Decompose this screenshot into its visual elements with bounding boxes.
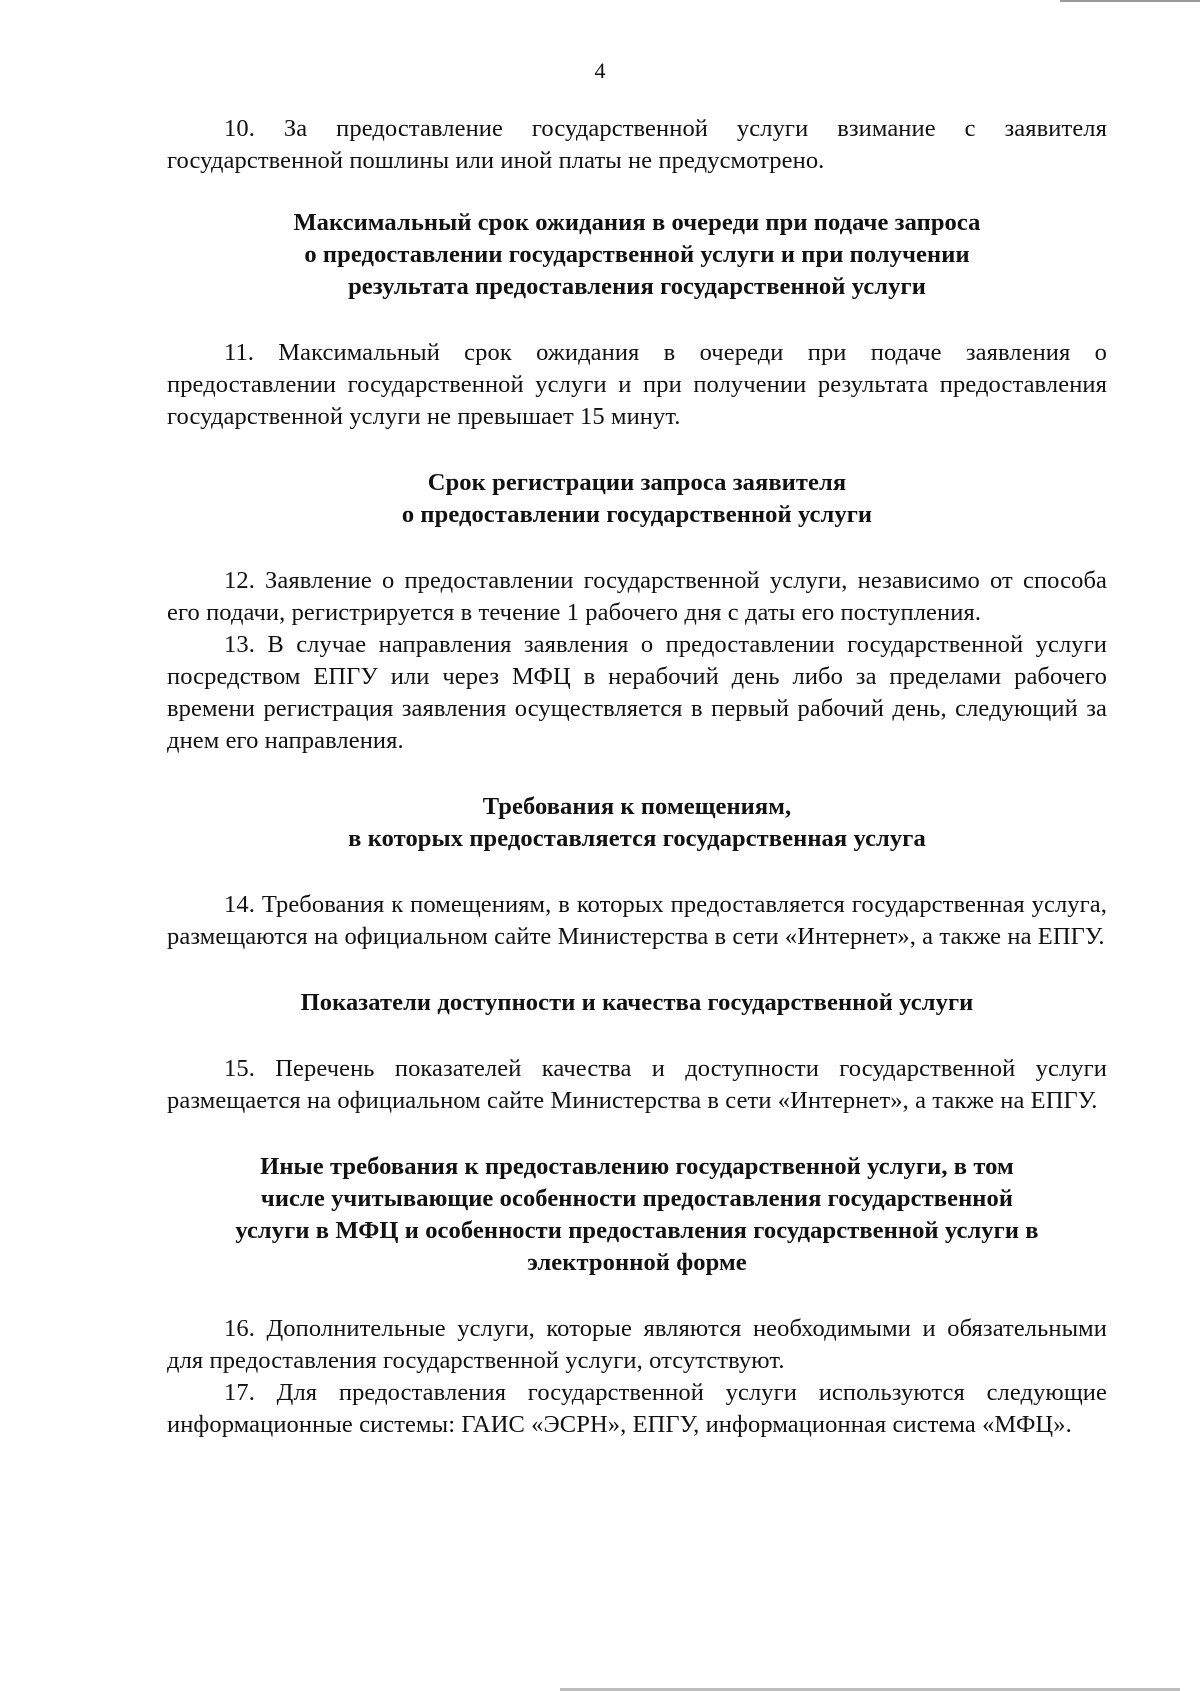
paragraph-13: 13. В случае направления заявления о предоставлении государственной услуги посредством ЕПГУ или через МФЦ в нерабочий день либо за пределами рабочего времени регистрация заявления осуществляется в первый рабочий день, следующий за днем его направления. [167, 631, 1107, 754]
paragraph-14: 14. Требования к помещениям, в которых предоставляется государственная услуга, размещаются на официальном сайте Министерства в сети «Интернет», а также на ЕПГУ. [167, 891, 1107, 950]
heading-line: электронной форме [527, 1249, 747, 1276]
page-number: 4 [594, 58, 606, 83]
heading-registration-time [167, 467, 1107, 531]
heading-line: Требования к помещениям, [482, 793, 792, 820]
paragraph-17: 17. Для предоставления государственной услуги используются следующие информационные системы: ГАИС «ЭСРН», ЕПГУ, информационная система «МФЦ». [167, 1379, 1107, 1438]
heading-line: в которых предоставляется государственная услуга [348, 825, 926, 852]
heading-line: Максимальный срок ожидания в очереди при подаче запроса [293, 209, 981, 236]
heading-line: Срок регистрации запроса заявителя [427, 469, 847, 496]
scan-edge-top [1060, 0, 1200, 2]
document-body [167, 113, 1107, 1441]
paragraph-12: 12. Заявление о предоставлении государственной услуги, независимо от способа его подачи, регистрируется в течение 1 рабочего дня с даты его поступления. [167, 567, 1107, 626]
heading-line: Показатели доступности и качества государственной услуги [300, 989, 974, 1016]
heading-waiting-time [167, 207, 1107, 303]
paragraph-10: 10. За предоставление государственной услуги взимание с заявителя государственной пошлины или иной платы не предусмотрено. [167, 115, 1107, 174]
heading-premises [167, 791, 1107, 855]
heading-other-requirements [167, 1151, 1107, 1279]
heading-quality-indicators [167, 987, 1107, 1019]
heading-line: результата предоставления государственной услуги [348, 273, 926, 300]
paragraph-15: 15. Перечень показателей качества и доступности государственной услуги размещается на официальном сайте Министерства в сети «Интернет», а также на ЕПГУ. [167, 1055, 1107, 1114]
paragraph-11: 11. Максимальный срок ожидания в очереди при подаче заявления о предоставлении государственной услуги и при получении результата предоставления государственной услуги не превышает 15 минут. [167, 339, 1107, 430]
heading-line: о предоставлении государственной услуги и при получении [304, 241, 970, 268]
paragraph-16: 16. Дополнительные услуги, которые являются необходимыми и обязательными для предоставления государственной услуги, отсутствуют. [167, 1315, 1107, 1374]
heading-line: Иные требования к предоставлению государственной услуги, в том [260, 1153, 1014, 1180]
heading-line: о предоставлении государственной услуги [401, 501, 873, 528]
heading-line: услуги в МФЦ и особенности предоставления государственной услуги в [235, 1217, 1039, 1244]
heading-line: числе учитывающие особенности предоставления государственной [260, 1185, 1014, 1212]
